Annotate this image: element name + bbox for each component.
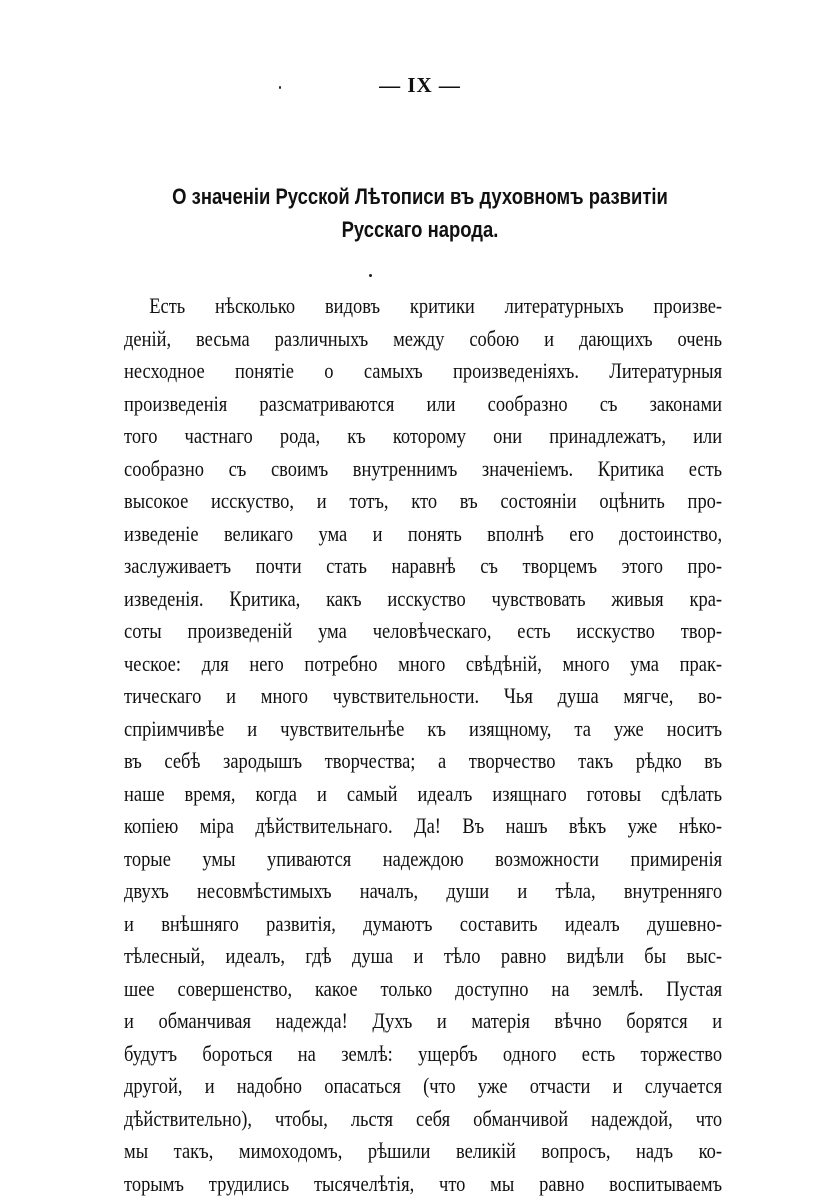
- text-line: заслуживаетъ почти стать наравнѣ съ творцемъ этого про-: [124, 550, 722, 583]
- text-line: наше время, когда и самый идеалъ изящнаго готовы сдѣлать: [124, 778, 722, 811]
- title-line: О значеніи Русской Лѣтописи въ духовномъ развитіи: [76, 180, 765, 213]
- text-line: мы такъ, мимоходомъ, рѣшили великій вопросъ, надъ ко-: [124, 1135, 722, 1168]
- text-line: соты произведеній ума человѣческаго, есть исскуство твор-: [124, 615, 722, 648]
- text-line: торымъ трудились тысячелѣтія, что мы равно воспитываемъ: [124, 1168, 722, 1200]
- text-line: произведенія разсматриваются или сообразно съ законами: [124, 388, 722, 421]
- text-line: Есть нѣсколько видовъ критики литературныхъ произве-: [124, 290, 722, 323]
- chapter-title: [76, 180, 765, 246]
- text-line: тическаго и много чувствительности. Чья душа мягче, во-: [124, 680, 722, 713]
- text-line: того частнаго рода, къ которому они принадлежатъ, или: [124, 420, 722, 453]
- ink-speck: [369, 274, 372, 277]
- body-text: [124, 290, 722, 1200]
- text-line: въ себѣ зародышъ творчества; а творчество такъ рѣдко въ: [124, 745, 722, 778]
- text-line: высокое исскуство, и тотъ, кто въ состояніи оцѣнить про-: [124, 485, 722, 518]
- text-line: другой, и надобно опасаться (что уже отчасти и случается: [124, 1070, 722, 1103]
- title-line: Русскаго народа.: [76, 213, 765, 246]
- text-line: сообразно съ своимъ внутреннимъ значеніемъ. Критика есть: [124, 453, 722, 486]
- text-line: шее совершенство, какое только доступно на землѣ. Пустая: [124, 973, 722, 1006]
- page-number: — IX —: [0, 73, 840, 98]
- text-line: и обманчивая надежда! Духъ и матерія вѣчно борятся и: [124, 1005, 722, 1038]
- text-line: будутъ бороться на землѣ: ущербъ одного есть торжество: [124, 1038, 722, 1071]
- text-line: копіею міра дѣйствительнаго. Да! Въ нашъ вѣкъ уже нѣко-: [124, 810, 722, 843]
- text-line: и внѣшняго развитія, думаютъ составить идеалъ душевно-: [124, 908, 722, 941]
- text-line: деній, весьма различныхъ между собою и дающихъ очень: [124, 323, 722, 356]
- text-line: дѣйствительно), чтобы, льстя себя обманчивой надеждой, что: [124, 1103, 722, 1136]
- text-line: торые умы упиваются надеждою возможности примиренія: [124, 843, 722, 876]
- text-line: двухъ несовмѣстимыхъ началъ, души и тѣла, внутренняго: [124, 875, 722, 908]
- text-line: спріимчивѣе и чувствительнѣе къ изящному, та уже носитъ: [124, 713, 722, 746]
- text-line: несходное понятіе о самыхъ произведеніяхъ. Литературныя: [124, 355, 722, 388]
- text-line: изведеніе великаго ума и понять вполнѣ его достоинство,: [124, 518, 722, 551]
- text-line: ческое: для него потребно много свѣдѣній, много ума прак-: [124, 648, 722, 681]
- text-line: изведенія. Критика, какъ исскуство чувствовать живыя кра-: [124, 583, 722, 616]
- text-line: тѣлесный, идеалъ, гдѣ душа и тѣло равно видѣли бы выс-: [124, 940, 722, 973]
